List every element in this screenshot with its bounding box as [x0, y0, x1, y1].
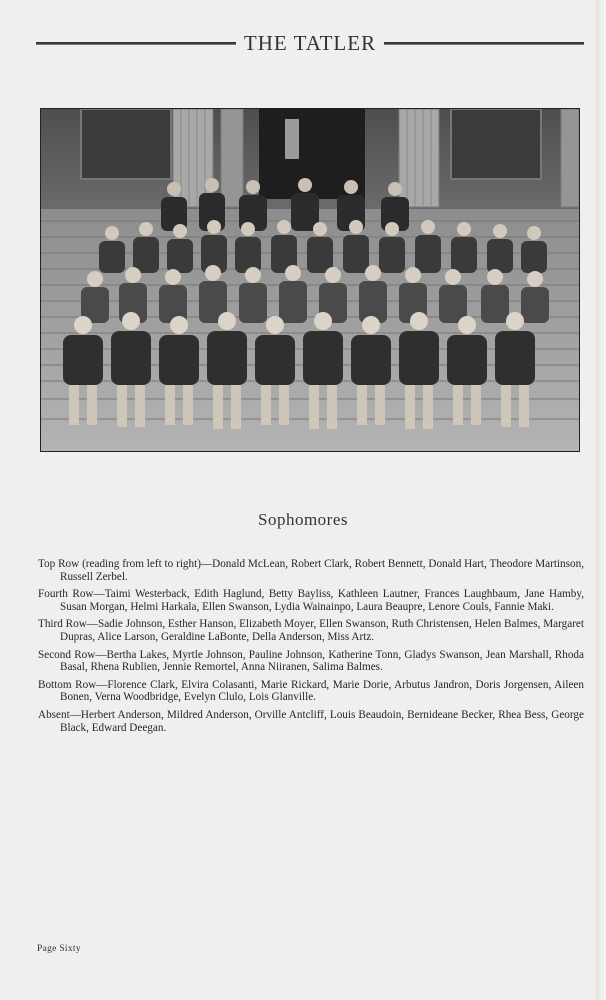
caption-top-row: Top Row (reading from left to right)—Donald McLean, Robert Clark, Robert Bennett, Donald Hart, Theodore Martinson, Russell Zerbel. [38, 558, 584, 583]
page-edge-shadow [596, 0, 606, 1000]
class-photo-drawing [41, 109, 579, 451]
header-rule-right [384, 42, 584, 45]
caption-bottom-row: Bottom Row—Florence Clark, Elvira Colasanti, Marie Rickard, Marie Dorie, Arbutus Jandron, Doris Jorgensen, Aileen Bonen, Verna Woodbridge, Evelyn Clulo, Lois Glanville. [38, 678, 584, 704]
caption-second-row: Second Row—Bertha Lakes, Myrtle Johnson, Pauline Johnson, Katherine Tonn, Gladys Swanson, Jean Marshall, Rhoda Basal, Rhena Rublien, Jennie Remortel, Anna Niiranen, Salima Balmes. [38, 648, 584, 674]
header-title: THE TATLER [243, 30, 377, 55]
caption-absent: Absent—Herbert Anderson, Mildred Anderson, Orville Antcliff, Louis Beaudoin, Bernideane Becker, Rhea Bess, George Black, Edward Deegan. [38, 708, 584, 734]
section-title: Sophomores [258, 510, 348, 529]
caption-fourth-row: Fourth Row—Taimi Westerback, Edith Haglund, Betty Bayliss, Kathleen Lautner, Frances Laughbaum, Jane Hamby, Susan Morgan, Helmi Harkala, Ellen Swanson, Lydia Wainainpo, Laura Beaupre, Lenore Couls, Fannie Maki. [38, 588, 584, 613]
window-panel-left [81, 109, 171, 179]
caption-third-row: Third Row—Sadie Johnson, Esther Hanson, Elizabeth Moyer, Ellen Swanson, Ruth Christensen, Helen Balmes, Margaret Dupras, Alice Larson, Geraldine LaBonte, Della Anderson, Miss Artz. [38, 618, 584, 643]
caption-list [38, 558, 584, 739]
door-notice [285, 119, 299, 159]
header-rule-left [36, 42, 236, 45]
page-header [36, 30, 584, 56]
page-number: Page Sixty [37, 944, 81, 954]
class-photo [40, 108, 580, 452]
window-panel-right [451, 109, 541, 179]
